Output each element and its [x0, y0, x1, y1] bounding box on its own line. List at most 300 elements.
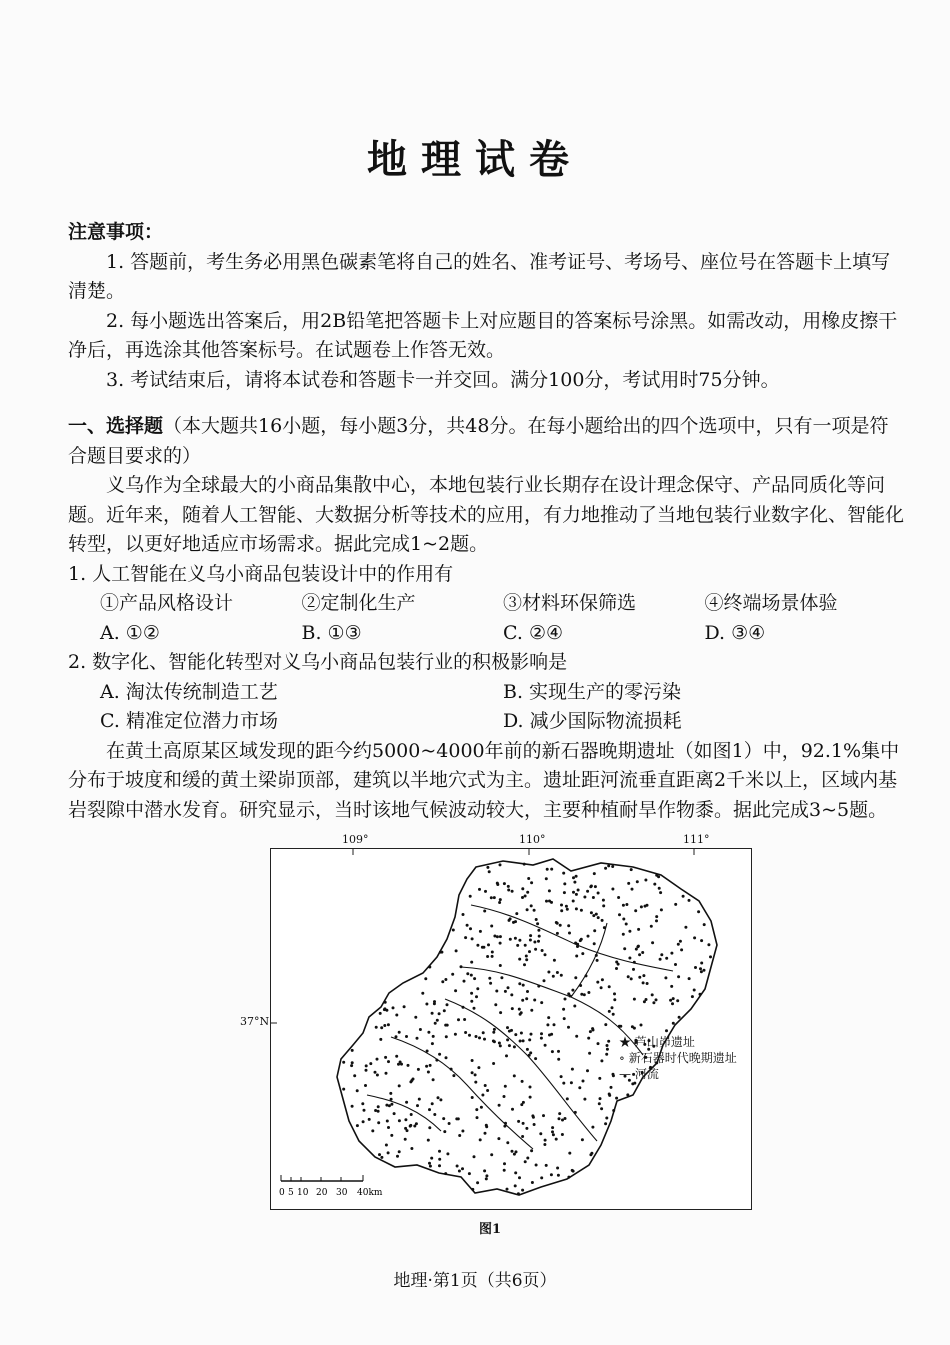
site-dot — [522, 1122, 525, 1125]
site-dot — [556, 971, 559, 974]
site-dot — [504, 1122, 507, 1125]
site-dot — [573, 881, 576, 884]
site-dot — [562, 1082, 565, 1085]
site-dot — [594, 885, 597, 888]
site-dot — [540, 1176, 543, 1179]
site-dot — [522, 1101, 525, 1104]
site-dot — [443, 1130, 446, 1133]
site-dot — [513, 1074, 516, 1077]
site-dot — [611, 888, 614, 891]
site-dot — [431, 1042, 434, 1045]
page-title: 地理试卷 — [367, 136, 583, 183]
site-dot — [670, 985, 673, 988]
site-dot — [640, 905, 643, 908]
site-dot — [573, 1005, 576, 1008]
site-dot — [548, 900, 551, 903]
site-dot — [581, 1138, 584, 1141]
site-dot — [460, 965, 463, 968]
scale-bar — [279, 1175, 383, 1198]
site-dot — [625, 903, 628, 906]
site-dot — [631, 888, 634, 891]
site-dot — [604, 1023, 607, 1026]
site-dot — [478, 1036, 481, 1039]
site-dot — [558, 1112, 561, 1115]
site-dot — [691, 995, 694, 998]
site-dot — [560, 904, 563, 907]
site-dot — [418, 1098, 421, 1101]
site-dot — [676, 999, 679, 1002]
site-dot — [499, 898, 502, 901]
site-dot — [599, 1097, 602, 1100]
site-dot — [563, 1017, 566, 1020]
site-dot — [575, 955, 578, 958]
site-dot — [488, 977, 491, 980]
site-dot — [669, 999, 672, 1002]
site-dot — [517, 1192, 520, 1195]
site-dot — [506, 1141, 509, 1144]
section-one — [68, 412, 906, 825]
site-dot — [582, 1080, 585, 1083]
site-dot — [436, 1019, 439, 1022]
site-dot — [461, 1167, 464, 1170]
site-dot — [563, 891, 566, 894]
site-dot — [389, 1092, 392, 1095]
site-dot — [462, 1006, 465, 1009]
site-dot — [547, 971, 550, 974]
site-dot — [583, 1098, 586, 1101]
site-dot — [575, 875, 578, 878]
site-dot — [597, 1042, 600, 1045]
site-dot — [468, 1034, 471, 1037]
site-dot — [585, 974, 588, 977]
site-dot — [506, 1038, 509, 1041]
site-dot — [601, 978, 604, 981]
q1-option-a: A. ①② — [100, 621, 160, 644]
site-dot — [564, 1117, 567, 1120]
site-dot — [535, 918, 538, 921]
site-dot — [672, 997, 675, 1000]
site-dot — [557, 1058, 560, 1061]
site-dot — [561, 1119, 564, 1122]
star-icon: ★ — [619, 1035, 632, 1049]
site-dot — [404, 1138, 407, 1141]
site-dot — [693, 989, 696, 992]
site-dot — [526, 990, 529, 993]
site-dot — [655, 919, 658, 922]
site-dot — [536, 922, 539, 925]
site-dot — [688, 899, 691, 902]
section-heading: 一、选择题 — [68, 415, 164, 437]
site-dot — [567, 924, 570, 927]
site-dot — [523, 863, 526, 866]
q1-item: ①产品风格设计 — [100, 592, 234, 614]
site-dot — [697, 910, 700, 913]
q2-option-b: B. 实现生产的零污染 — [503, 680, 682, 703]
site-dot — [550, 868, 553, 871]
site-dot — [451, 973, 454, 976]
site-dot — [595, 913, 598, 916]
site-dot — [682, 895, 685, 898]
site-dot — [679, 940, 682, 943]
site-dot — [556, 922, 559, 925]
site-dot — [475, 1108, 478, 1111]
site-dot — [531, 1181, 534, 1184]
site-dot — [545, 900, 548, 903]
map-legend — [619, 1034, 737, 1082]
site-dot — [650, 925, 653, 928]
site-dot — [365, 1064, 368, 1067]
site-dot — [592, 1029, 595, 1032]
site-dot — [657, 875, 660, 878]
site-dot — [568, 1152, 571, 1155]
site-dot — [421, 992, 424, 995]
site-dot — [670, 952, 673, 955]
site-dot — [526, 908, 529, 911]
site-dot — [529, 1051, 532, 1054]
site-dot — [579, 984, 582, 987]
site-dot — [445, 1035, 448, 1038]
site-dot — [429, 1064, 432, 1067]
site-dot — [353, 1074, 356, 1077]
site-dot — [571, 1068, 574, 1071]
site-dot — [508, 919, 511, 922]
site-dot — [684, 926, 687, 929]
site-dot — [677, 975, 680, 978]
site-dot — [514, 937, 517, 940]
site-dot — [430, 1157, 433, 1160]
site-dot — [493, 896, 496, 899]
site-dot — [492, 1062, 495, 1065]
site-dot — [604, 1122, 607, 1125]
site-dot — [524, 895, 527, 898]
site-dot — [374, 1071, 377, 1074]
site-dot — [551, 1050, 554, 1053]
site-dot — [416, 1037, 419, 1040]
site-dot — [477, 1066, 480, 1069]
site-dot — [387, 1151, 390, 1154]
site-dot — [385, 1104, 388, 1107]
site-dot — [505, 1054, 508, 1057]
site-dot — [364, 1084, 367, 1087]
site-dot — [653, 883, 656, 886]
site-dot — [432, 1035, 435, 1038]
site-dot — [586, 1069, 589, 1072]
site-dot — [386, 1120, 389, 1123]
site-dot — [623, 947, 626, 950]
site-dot — [596, 959, 599, 962]
site-dot — [484, 890, 487, 893]
site-dot — [693, 936, 696, 939]
site-dot — [655, 915, 658, 918]
site-dot — [642, 974, 645, 977]
site-dot — [597, 916, 600, 919]
site-dot — [575, 1035, 578, 1038]
site-dot — [709, 955, 712, 958]
site-dot — [518, 939, 521, 942]
site-dot — [428, 966, 431, 969]
site-dot — [376, 1074, 379, 1077]
site-dot — [565, 905, 568, 908]
site-dot — [583, 993, 586, 996]
site-dot — [597, 892, 600, 895]
site-dot — [493, 1028, 496, 1031]
site-dot — [544, 953, 547, 956]
site-dot — [525, 997, 528, 1000]
site-dot — [612, 1073, 615, 1076]
site-dot — [548, 1034, 551, 1037]
notice-item-3: 3. 考试结束后，请将本试卷和答题卡一并交回。满分100分，考试用时75分钟。 — [106, 368, 780, 391]
site-dot — [593, 929, 596, 932]
site-dot — [651, 941, 654, 944]
question-2-options-cd — [68, 707, 906, 737]
question-2-stem: 2. 数字化、智能化转型对义乌小商品包装行业的积极影响是 — [68, 651, 568, 673]
site-dot — [564, 998, 567, 1001]
site-dot — [432, 1078, 435, 1081]
site-dot — [525, 958, 528, 961]
site-dot — [567, 992, 570, 995]
site-dot — [407, 1064, 410, 1067]
site-dot — [530, 904, 533, 907]
site-dot — [544, 1139, 547, 1142]
site-dot — [674, 963, 677, 966]
site-dot — [567, 1026, 570, 1029]
site-dot — [655, 998, 658, 1001]
site-dot — [351, 1061, 354, 1064]
site-dot — [433, 1113, 436, 1116]
site-dot — [363, 1109, 366, 1112]
q2-option-c: C. 精准定位潜力市场 — [100, 710, 278, 732]
site-dot — [474, 1073, 477, 1076]
site-dot — [530, 1009, 533, 1012]
scale-label: 5 — [288, 1188, 294, 1198]
site-dot — [457, 1018, 460, 1021]
site-dot — [492, 1031, 495, 1034]
site-dot — [590, 885, 593, 888]
site-dot — [419, 1028, 422, 1031]
site-dot — [600, 1107, 603, 1110]
site-dot — [602, 904, 605, 907]
site-dot — [495, 990, 498, 993]
site-dot — [651, 993, 654, 996]
site-dot — [377, 1105, 380, 1108]
site-dot — [550, 1173, 553, 1176]
site-dot — [475, 995, 478, 998]
site-dot — [375, 1026, 378, 1029]
scale-label: 20 — [316, 1188, 328, 1198]
site-dot — [617, 896, 620, 899]
site-dot — [644, 879, 647, 882]
site-dot — [498, 1104, 501, 1107]
site-dot — [504, 990, 507, 993]
site-dot — [630, 977, 633, 980]
site-dot — [437, 1096, 440, 1099]
site-dot — [605, 1117, 608, 1120]
site-dot — [476, 1181, 479, 1184]
site-dot — [485, 1174, 488, 1177]
site-dot — [491, 951, 494, 954]
site-dot — [558, 1117, 561, 1120]
site-dot — [521, 1189, 524, 1192]
site-dot — [622, 904, 625, 907]
site-dot — [485, 1124, 488, 1127]
site-dot — [514, 1033, 517, 1036]
site-dot — [428, 1108, 431, 1111]
site-dot — [499, 935, 502, 938]
site-dot — [636, 880, 639, 883]
site-dot — [476, 1116, 479, 1119]
notice-heading: 注意事项： — [68, 221, 164, 243]
site-dot — [528, 950, 531, 953]
site-dot — [511, 1150, 514, 1153]
site-dot — [572, 876, 575, 879]
site-dot — [638, 976, 641, 979]
site-dot — [427, 1071, 430, 1074]
site-dot — [414, 1016, 417, 1019]
site-dot — [444, 1024, 447, 1027]
site-dot — [511, 1007, 514, 1010]
site-dot — [521, 896, 524, 899]
site-dot — [607, 1040, 610, 1043]
site-dot — [396, 1155, 399, 1158]
site-dot — [431, 1012, 434, 1015]
site-dot — [387, 1023, 390, 1026]
site-dot — [590, 911, 593, 914]
site-dot — [575, 893, 578, 896]
site-dot — [463, 980, 466, 983]
legend-item-site — [619, 1050, 737, 1066]
scale-label: 0 — [279, 1188, 285, 1198]
site-dot — [526, 1157, 529, 1160]
site-dot — [490, 896, 493, 899]
site-dot — [393, 1112, 396, 1115]
site-dot — [608, 1093, 611, 1096]
site-dot — [635, 948, 638, 951]
site-dot — [591, 1126, 594, 1129]
site-dot — [431, 1102, 434, 1105]
site-dot — [473, 1007, 476, 1010]
site-dot — [385, 1144, 388, 1147]
site-dot — [543, 979, 546, 982]
site-dot — [452, 929, 455, 932]
site-dot — [479, 1138, 482, 1141]
site-dot — [476, 944, 479, 947]
site-dot — [377, 1121, 380, 1124]
site-dot — [538, 935, 541, 938]
site-dot — [458, 1170, 461, 1173]
site-dot — [342, 1061, 345, 1064]
site-dot — [619, 1025, 622, 1028]
site-dot — [611, 865, 614, 868]
notice-section — [68, 218, 906, 395]
site-dot — [627, 882, 630, 885]
site-dot — [506, 1188, 509, 1191]
site-dot — [652, 1001, 655, 1004]
site-dot — [429, 1165, 432, 1168]
site-dot — [462, 913, 465, 916]
site-dot — [557, 1174, 560, 1177]
site-dot — [473, 977, 476, 980]
site-dot — [605, 1053, 608, 1056]
site-dot — [397, 1063, 400, 1066]
site-dot — [625, 923, 628, 926]
site-dot — [596, 981, 599, 984]
site-dot — [454, 1033, 457, 1036]
site-dot — [551, 1126, 554, 1129]
site-dot — [633, 998, 636, 1001]
site-dot — [595, 954, 598, 957]
site-dot — [633, 961, 636, 964]
site-dot — [511, 1108, 514, 1111]
site-dot — [398, 1150, 401, 1153]
site-dot — [540, 1037, 543, 1040]
site-dot — [471, 937, 474, 940]
site-dot — [519, 1013, 522, 1016]
site-dot — [417, 1068, 420, 1071]
site-dot — [610, 1086, 613, 1089]
site-dot — [482, 1031, 485, 1034]
site-dot — [518, 1008, 521, 1011]
site-dot — [622, 918, 625, 921]
site-dot — [529, 934, 532, 937]
site-dot — [557, 1050, 560, 1053]
site-dot — [637, 945, 640, 948]
site-dot — [541, 949, 544, 952]
site-dot — [608, 1010, 611, 1013]
site-dot — [398, 1084, 401, 1087]
q1-option-c: C. ②④ — [503, 621, 564, 644]
site-dot — [560, 974, 563, 977]
site-dot — [562, 872, 565, 875]
site-dot — [376, 1058, 379, 1061]
site-dot — [390, 1134, 393, 1137]
site-dot — [506, 1026, 509, 1029]
site-dot — [444, 1172, 447, 1175]
section-desc: （本大题共16小题，每小题3分，共48分。在每小题给出的四个选项中，只有一项是符合题目要求的） — [68, 415, 889, 467]
site-dot — [700, 962, 703, 965]
dot-icon: ∘ — [619, 1051, 625, 1065]
site-dot — [707, 943, 710, 946]
site-dot — [526, 891, 529, 894]
site-dot — [633, 1027, 636, 1030]
site-dot — [568, 932, 571, 935]
site-dot — [530, 1033, 533, 1036]
q2-option-d: D. 减少国际物流损耗 — [503, 710, 682, 732]
q2-option-a: A. 淘汰传统制造工艺 — [100, 680, 278, 703]
site-dot — [378, 1153, 381, 1156]
site-dot — [483, 910, 486, 913]
site-dot — [615, 961, 618, 964]
figure-caption: 图1 — [478, 1222, 502, 1237]
site-distribution-map — [270, 848, 752, 1210]
site-dot — [445, 1056, 448, 1059]
site-dot — [380, 1156, 383, 1159]
site-dot — [571, 989, 574, 992]
site-dot — [390, 1098, 393, 1101]
site-dot — [680, 948, 683, 951]
site-dot — [486, 866, 489, 869]
site-dot — [515, 1150, 518, 1153]
site-dot — [598, 1077, 601, 1080]
site-dot — [404, 1118, 407, 1121]
site-dot — [571, 1169, 574, 1172]
site-dot — [529, 1086, 532, 1089]
site-dot — [515, 912, 518, 915]
site-dot — [405, 1035, 408, 1038]
site-dot — [660, 953, 663, 956]
site-dot — [606, 1044, 609, 1047]
site-dot — [598, 1102, 601, 1105]
site-dot — [570, 1081, 573, 1084]
